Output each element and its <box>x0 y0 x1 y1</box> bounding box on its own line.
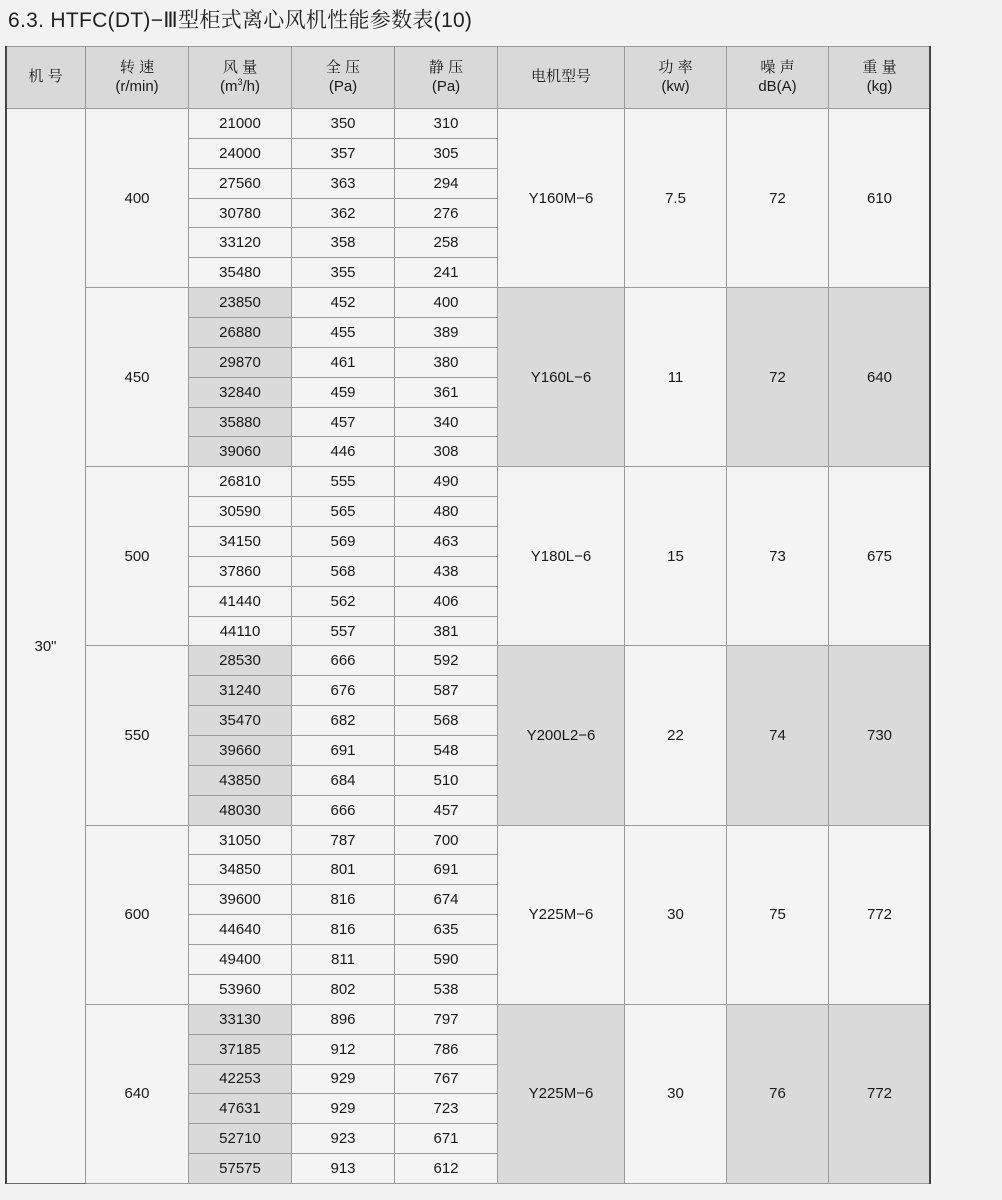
total-pressure-cell: 455 <box>292 318 395 348</box>
total-pressure-cell: 682 <box>292 706 395 736</box>
airflow-cell: 35480 <box>189 258 292 288</box>
airflow-cell: 34850 <box>189 855 292 885</box>
static-pressure-cell: 305 <box>395 138 498 168</box>
speed-cell: 600 <box>86 825 189 1004</box>
total-pressure-cell: 362 <box>292 198 395 228</box>
weight-cell: 610 <box>829 109 931 288</box>
col-header-speed <box>86 47 189 109</box>
col-header-weight <box>829 47 931 109</box>
power-cell: 15 <box>625 467 727 646</box>
motor-model-cell: Y225M−6 <box>498 1004 625 1183</box>
total-pressure-cell: 568 <box>292 556 395 586</box>
static-pressure-cell: 389 <box>395 318 498 348</box>
static-pressure-cell: 510 <box>395 765 498 795</box>
airflow-cell: 32840 <box>189 377 292 407</box>
model-number-cell: 30" <box>6 109 86 1184</box>
noise-cell: 73 <box>727 467 829 646</box>
total-pressure-cell: 802 <box>292 974 395 1004</box>
total-pressure-cell: 357 <box>292 138 395 168</box>
table-row <box>6 109 931 139</box>
motor-header-label: 电机型号 <box>530 68 591 86</box>
total-pressure-cell: 684 <box>292 765 395 795</box>
static-pressure-cell: 612 <box>395 1154 498 1184</box>
static-pressure-cell: 723 <box>395 1094 498 1124</box>
airflow-cell: 28530 <box>189 646 292 676</box>
model-header-label: 机 号 <box>28 68 63 86</box>
weight-cell: 675 <box>829 467 931 646</box>
airflow-header-label: 风 量 <box>222 58 258 76</box>
airflow-cell: 31050 <box>189 825 292 855</box>
weight-cell: 640 <box>829 288 931 467</box>
total-pressure-header-unit: (Pa) <box>328 77 358 95</box>
performance-table <box>5 46 931 1184</box>
noise-cell: 76 <box>727 1004 829 1183</box>
static-pressure-cell: 490 <box>395 467 498 497</box>
speed-cell: 400 <box>86 109 189 288</box>
static-pressure-cell: 671 <box>395 1124 498 1154</box>
weight-header-unit: (kg) <box>866 77 893 95</box>
weight-header-label: 重 量 <box>862 58 897 76</box>
airflow-unit-sup: 3 <box>237 76 243 87</box>
static-pressure-cell: 294 <box>395 168 498 198</box>
airflow-cell: 35470 <box>189 706 292 736</box>
power-cell: 30 <box>625 1004 727 1183</box>
static-pressure-cell: 276 <box>395 198 498 228</box>
total-pressure-cell: 929 <box>292 1094 395 1124</box>
speed-header-label: 转 速 <box>119 58 155 76</box>
total-pressure-cell: 816 <box>292 885 395 915</box>
airflow-cell: 49400 <box>189 945 292 975</box>
static-pressure-cell: 457 <box>395 795 498 825</box>
total-pressure-cell: 811 <box>292 945 395 975</box>
airflow-cell: 39600 <box>189 885 292 915</box>
speed-cell: 500 <box>86 467 189 646</box>
table-row <box>6 467 931 497</box>
total-pressure-cell: 569 <box>292 527 395 557</box>
static-pressure-cell: 592 <box>395 646 498 676</box>
total-pressure-cell: 557 <box>292 616 395 646</box>
speed-header-unit: (r/min) <box>115 77 159 95</box>
static-pressure-cell: 381 <box>395 616 498 646</box>
static-pressure-cell: 258 <box>395 228 498 258</box>
static-pressure-cell: 361 <box>395 377 498 407</box>
total-pressure-cell: 929 <box>292 1064 395 1094</box>
table-body <box>6 109 931 1184</box>
total-pressure-cell: 896 <box>292 1004 395 1034</box>
static-pressure-cell: 340 <box>395 407 498 437</box>
static-pressure-cell: 463 <box>395 527 498 557</box>
static-pressure-cell: 767 <box>395 1064 498 1094</box>
airflow-cell: 42253 <box>189 1064 292 1094</box>
noise-cell: 74 <box>727 646 829 825</box>
airflow-cell: 33130 <box>189 1004 292 1034</box>
static-pressure-cell: 310 <box>395 109 498 139</box>
noise-cell: 75 <box>727 825 829 1004</box>
airflow-cell: 44640 <box>189 915 292 945</box>
total-pressure-cell: 816 <box>292 915 395 945</box>
static-pressure-cell: 400 <box>395 288 498 318</box>
static-pressure-cell: 438 <box>395 556 498 586</box>
airflow-unit-prefix: (m <box>219 77 238 95</box>
noise-cell: 72 <box>727 109 829 288</box>
airflow-cell: 41440 <box>189 586 292 616</box>
airflow-cell: 30780 <box>189 198 292 228</box>
table-row <box>6 288 931 318</box>
total-pressure-header-label: 全 压 <box>325 58 361 76</box>
airflow-cell: 48030 <box>189 795 292 825</box>
motor-model-cell: Y200L2−6 <box>498 646 625 825</box>
airflow-cell: 35880 <box>189 407 292 437</box>
airflow-cell: 30590 <box>189 497 292 527</box>
total-pressure-cell: 355 <box>292 258 395 288</box>
static-pressure-cell: 480 <box>395 497 498 527</box>
header-row <box>6 47 931 109</box>
total-pressure-cell: 676 <box>292 676 395 706</box>
motor-model-cell: Y180L−6 <box>498 467 625 646</box>
airflow-cell: 23850 <box>189 288 292 318</box>
airflow-cell: 24000 <box>189 138 292 168</box>
total-pressure-cell: 363 <box>292 168 395 198</box>
noise-header-label: 噪 声 <box>760 58 795 76</box>
weight-cell: 772 <box>829 1004 931 1183</box>
airflow-cell: 31240 <box>189 676 292 706</box>
total-pressure-cell: 555 <box>292 467 395 497</box>
weight-cell: 772 <box>829 825 931 1004</box>
static-pressure-cell: 568 <box>395 706 498 736</box>
static-pressure-cell: 548 <box>395 736 498 766</box>
airflow-cell: 27560 <box>189 168 292 198</box>
airflow-cell: 47631 <box>189 1094 292 1124</box>
static-pressure-cell: 691 <box>395 855 498 885</box>
airflow-cell: 39060 <box>189 437 292 467</box>
static-pressure-cell: 380 <box>395 347 498 377</box>
noise-cell: 72 <box>727 288 829 467</box>
static-pressure-cell: 635 <box>395 915 498 945</box>
static-pressure-cell: 308 <box>395 437 498 467</box>
total-pressure-cell: 913 <box>292 1154 395 1184</box>
total-pressure-cell: 452 <box>292 288 395 318</box>
airflow-cell: 37860 <box>189 556 292 586</box>
airflow-cell: 37185 <box>189 1034 292 1064</box>
total-pressure-cell: 350 <box>292 109 395 139</box>
airflow-cell: 34150 <box>189 527 292 557</box>
static-pressure-cell: 587 <box>395 676 498 706</box>
speed-cell: 550 <box>86 646 189 825</box>
static-pressure-header-unit: (Pa) <box>431 77 461 95</box>
airflow-cell: 57575 <box>189 1154 292 1184</box>
total-pressure-cell: 801 <box>292 855 395 885</box>
col-header-total-pressure <box>292 47 395 109</box>
table-row <box>6 825 931 855</box>
table-left-border <box>5 46 7 1184</box>
col-header-motor <box>498 47 625 109</box>
total-pressure-cell: 691 <box>292 736 395 766</box>
airflow-cell: 26810 <box>189 467 292 497</box>
col-header-airflow <box>189 47 292 109</box>
total-pressure-cell: 358 <box>292 228 395 258</box>
power-cell: 22 <box>625 646 727 825</box>
total-pressure-cell: 912 <box>292 1034 395 1064</box>
airflow-cell: 39660 <box>189 736 292 766</box>
static-pressure-cell: 590 <box>395 945 498 975</box>
static-pressure-header-label: 静 压 <box>428 58 464 76</box>
total-pressure-cell: 565 <box>292 497 395 527</box>
power-header-unit: (kw) <box>661 77 690 95</box>
static-pressure-cell: 700 <box>395 825 498 855</box>
static-pressure-cell: 674 <box>395 885 498 915</box>
total-pressure-cell: 666 <box>292 795 395 825</box>
motor-model-cell: Y160M−6 <box>498 109 625 288</box>
noise-header-unit: dB(A) <box>758 77 797 95</box>
airflow-cell: 53960 <box>189 974 292 1004</box>
static-pressure-cell: 786 <box>395 1034 498 1064</box>
airflow-cell: 29870 <box>189 347 292 377</box>
airflow-cell: 33120 <box>189 228 292 258</box>
total-pressure-cell: 446 <box>292 437 395 467</box>
total-pressure-cell: 787 <box>292 825 395 855</box>
power-cell: 30 <box>625 825 727 1004</box>
airflow-cell: 26880 <box>189 318 292 348</box>
table-row <box>6 646 931 676</box>
total-pressure-cell: 457 <box>292 407 395 437</box>
col-header-noise <box>727 47 829 109</box>
total-pressure-cell: 459 <box>292 377 395 407</box>
static-pressure-cell: 797 <box>395 1004 498 1034</box>
total-pressure-cell: 923 <box>292 1124 395 1154</box>
static-pressure-cell: 241 <box>395 258 498 288</box>
col-header-power <box>625 47 727 109</box>
static-pressure-cell: 406 <box>395 586 498 616</box>
motor-model-cell: Y160L−6 <box>498 288 625 467</box>
total-pressure-cell: 562 <box>292 586 395 616</box>
table-right-border <box>929 46 931 1184</box>
power-header-label: 功 率 <box>658 58 693 76</box>
power-cell: 11 <box>625 288 727 467</box>
airflow-unit-suffix: /h) <box>242 77 261 95</box>
total-pressure-cell: 666 <box>292 646 395 676</box>
airflow-cell: 52710 <box>189 1124 292 1154</box>
motor-model-cell: Y225M−6 <box>498 825 625 1004</box>
page-title: 6.3. HTFC(DT)−Ⅲ型柜式离心风机性能参数表(10) <box>8 9 473 32</box>
power-cell: 7.5 <box>625 109 727 288</box>
airflow-header-unit <box>189 78 291 97</box>
speed-cell: 450 <box>86 288 189 467</box>
col-header-static-pressure <box>395 47 498 109</box>
col-header-model <box>6 47 86 109</box>
total-pressure-cell: 461 <box>292 347 395 377</box>
table-row <box>6 1004 931 1034</box>
airflow-cell: 43850 <box>189 765 292 795</box>
weight-cell: 730 <box>829 646 931 825</box>
airflow-cell: 44110 <box>189 616 292 646</box>
speed-cell: 640 <box>86 1004 189 1183</box>
static-pressure-cell: 538 <box>395 974 498 1004</box>
airflow-cell: 21000 <box>189 109 292 139</box>
